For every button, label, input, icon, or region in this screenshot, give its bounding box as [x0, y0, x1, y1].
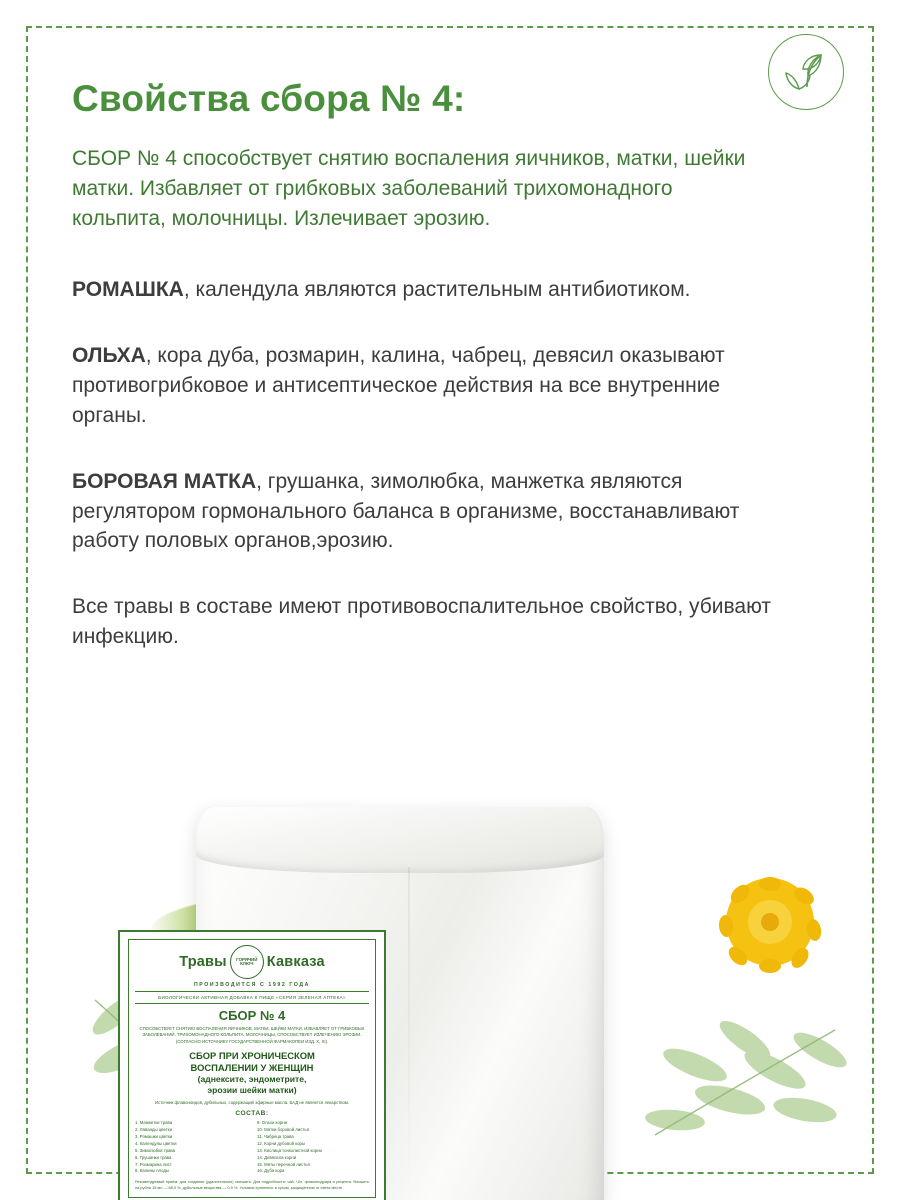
ingredients-list	[135, 1120, 369, 1176]
brand-seal-icon	[230, 945, 264, 979]
list-item: 10. Матки боровой листья	[257, 1126, 309, 1132]
divider-2	[135, 1003, 369, 1004]
list-item: 15. Мяты перечной листья	[257, 1161, 310, 1167]
list-item: 3. Ромашки цветки	[135, 1133, 173, 1139]
list-item: 14. Девясила корни	[257, 1154, 297, 1160]
ingredients-column-left	[135, 1120, 247, 1176]
brand-right: Кавказа	[266, 954, 325, 970]
brand-row	[135, 945, 369, 979]
ingredients-column-right	[257, 1120, 369, 1176]
headline-line-2: ВОСПАЛЕНИИ У ЖЕНЩИН	[190, 1062, 314, 1074]
text-romashka: , календула являются растительным антибиотиком.	[183, 278, 691, 302]
paragraph-borovaya-matka	[72, 467, 772, 556]
list-item: 11. Чабреца трава	[257, 1133, 294, 1139]
sostav-title: СОСТАВ:	[235, 1109, 269, 1117]
divider-1	[135, 991, 369, 992]
product-photo	[0, 775, 900, 1200]
label-description: СПОСОБСТВУЕТ СНЯТИЮ ВОСПАЛЕНИЯ ЯИЧНИКОВ, МАТКИ, ШЕЙКИ МАТКИ, ИЗБАВЛЯЕТ ОТ ГРИБКОВЫХ ЗАБОЛЕВАНИЙ, ТРИХОМОНАДНОГО КОЛЬПИТА, МОЛОЧНИЦЫ, СПОСОБСТВУЕТ ИЗЛЕЧЕНИЮ ЭРОЗИИ.	[139, 1026, 365, 1038]
seal-line-2: КЛЮЧ	[240, 961, 254, 966]
headline-line-3: (аднексите, эндометрите,	[197, 1074, 307, 1085]
list-item: 13. Кислица тонколистной корни	[257, 1147, 322, 1153]
headline-line-4: эрозии шейки матки)	[207, 1085, 297, 1096]
list-item: 12. Корни дубовой коры	[257, 1140, 305, 1146]
sbor-number-title: СБОР № 4	[218, 1008, 286, 1023]
article-content	[72, 78, 832, 652]
paragraph-olha	[72, 341, 772, 430]
lead-borovaya-matka: БОРОВАЯ МАТКА	[72, 469, 257, 493]
list-item: 7. Розмарина лист	[135, 1161, 172, 1167]
text-olha: , кора дуба, розмарин, калина, чабрец, девясил оказывают противогрибковое и антисептическое действия на все внутренние органы.	[72, 344, 725, 427]
packet-label	[118, 930, 386, 1200]
list-item: 6. Грушанки трава	[135, 1154, 172, 1160]
seal-line-1: ГОРЯЧИЙ	[236, 956, 258, 962]
list-item: 1. Манжетки трава	[135, 1119, 173, 1125]
list-item: 4. Календулы цветки	[135, 1140, 177, 1146]
marigold-flower	[700, 860, 840, 1000]
label-headline	[135, 1050, 369, 1096]
list-item: 8. Калины плоды	[135, 1168, 170, 1174]
list-item: 5. Зимолюбки трава	[135, 1147, 176, 1153]
label-src-note: Источник флавоноидов, дубильных, содержащий эфирные масла. БАД не является лекарством.	[155, 1100, 349, 1106]
list-item: 9. Ольхи корни	[257, 1119, 288, 1125]
since-line: ПРОИЗВОДИТСЯ С 1992 ГОДА	[193, 982, 311, 988]
paragraph-romashka	[72, 275, 772, 305]
lead-olha: ОЛЬХА	[72, 344, 146, 368]
page-title: Свойства сбора № 4:	[72, 78, 466, 119]
paragraph-intro: СБОР № 4 способствует снятию воспаления яичников, матки, шейки матки. Избавляет от грибковых заболеваний трихомонадного кольпита, молочницы. Излечивает эрозию.	[72, 147, 746, 230]
label-footer-note: Рекомендуемый приём: для создания (удалительное) смешать. Для подробности: чай. Ч/л. флаконодрара и рецепта. Вложить на рубли 15 мл — 68,0 %, дубильные вещества — 0,9 %. Условия хранения: в сухом, защищённом от света месте.	[135, 1179, 369, 1191]
bad-line: БИОЛОГИЧЕСКИ АКТИВНАЯ ДОБАВКА К ПИЩЕ «СЕРИЯ ЗЕЛЕНАЯ АПТЕКА»	[158, 995, 346, 1000]
text-borovaya-matka: , грушанка, зимолюбка, манжетка являются регулятором гормонального баланса в организме, восстанавливают работу половых органов,эрозию.	[72, 469, 740, 553]
label-source-ref: (СОГЛАСНО ИСТОЧНИКУ ГОСУДАРСТВЕННОЙ ФАРМАКОПЕИ ИЗД. X, XI).	[175, 1038, 329, 1044]
lead-romashka: РОМАШКА	[72, 278, 184, 302]
paragraph-final: Все травы в составе имеют противовоспалительное свойство, убивают инфекцию.	[72, 595, 771, 648]
headline-line-1: СБОР ПРИ ХРОНИЧЕСКОМ	[189, 1050, 315, 1062]
list-item: 2. Лаванды цветки	[135, 1126, 172, 1132]
brand-left: Травы	[179, 954, 227, 970]
list-item: 16. Дуба кора	[257, 1168, 285, 1174]
